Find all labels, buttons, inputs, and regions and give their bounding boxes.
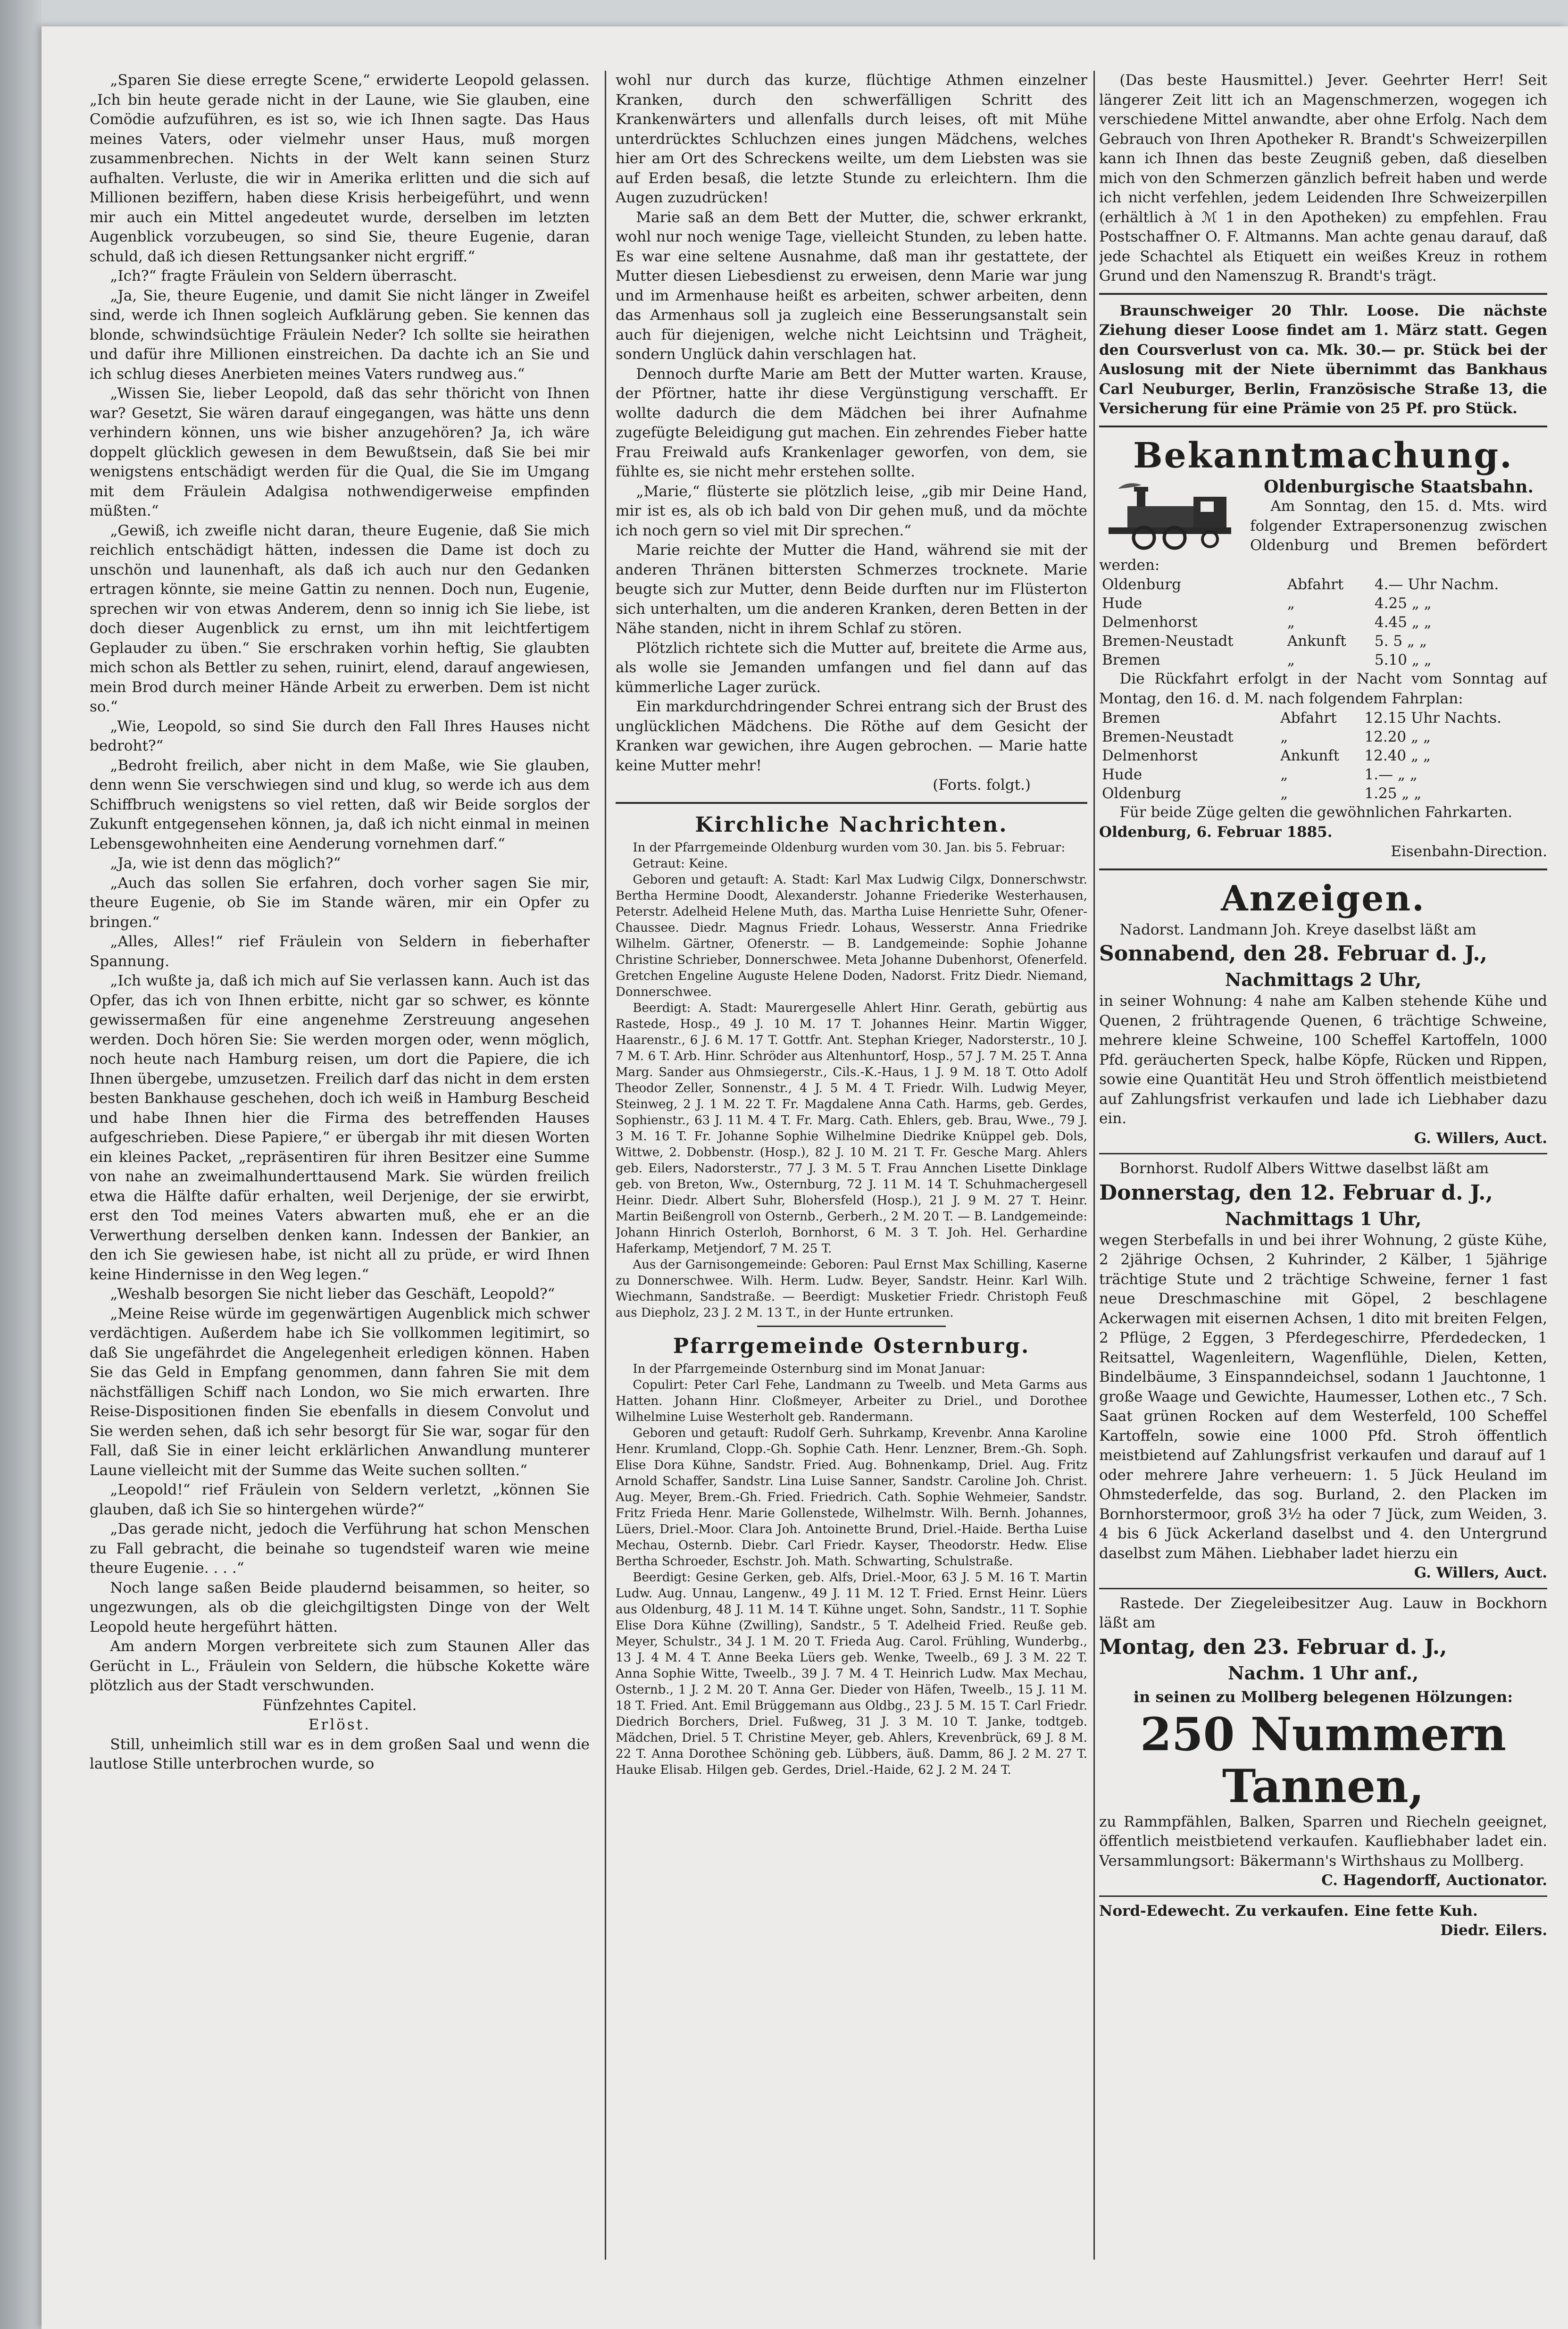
story-paragraph: Marie reichte der Mutter die Hand, während sie mit der anderen Thränen bittersten Schmerzes trocknete. Marie beugte sich zur Mutter, denn Beide durften nur im Flüsterton sich unterhalten, um die anderen Kranken, deren Betten in der Nähe standen, nicht in ihrem Schlaf zu stören. xyxy=(616,542,1087,637)
ad-signature: G. Willers, Auct. xyxy=(1414,1129,1547,1147)
church-entry: Copulirt: Peter Carl Fehe, Landmann zu Tweelb. und Meta Garms aus Hatten. Johann Hinr. Cloßmeyer, Arbeiter zu Driel., und Dorothee Wilhelmine Luise Westerholt geb. Randermann. xyxy=(616,1377,1087,1424)
timetable-row: Delmenhorst Ankunft 12.40 „ „ xyxy=(1102,747,1431,764)
ad-text: in seiner Wohnung: 4 nahe am Kalben stehende Kühe und Quenen, 2 frühtragende Quenen, 6 trächtige Schweine, mehrere kleine Schweine, 100 Scheffel Kartoffeln, 1000 Pfd. geräucherten Speck, halbe Köpfe, Rücken und Rippen, sowie eine Quantität Heu und Stroh öffentlich meistbietend auf Zahlungsfrist verkaufen und lade ich Liebhaber dazu ein. xyxy=(1099,993,1547,1127)
chapter-number: Fünfzehntes Capitel. xyxy=(262,1696,417,1714)
timetable-row: Bremen-Neustadt Ankunft 5. 5 „ „ xyxy=(1102,633,1427,650)
section-rule xyxy=(1099,868,1547,870)
church-entry: Aus der Garnisongemeinde: Geboren: Paul Ernst Max Schilling, Kaserne zu Donnerschwee. Wilh. Herm. Ludw. Beyer, Sandstr. Heinr. Karl Wilh. Wiechmann, Sandstraße. — Beerdigt: Musketier Friedr. Christoph Feuß aus Diepholz, 23 J. 2 M. 13 T., in der Hunte ertrunken. xyxy=(616,1257,1087,1320)
ad-text: zu Rammpfählen, Balken, Sparren und Riecheln geeignet, öffentlich meistbietend verkaufen. Kaufliebhaber ladet ein. Versammlungsort: Bäkermann's Wirthshaus zu Mollberg. xyxy=(1099,1813,1547,1870)
continued-note: (Forts. folgt.) xyxy=(933,776,1031,793)
heading-bekanntmachung: Bekanntmachung. xyxy=(1133,435,1513,476)
timetable-row: Bremen Abfahrt 12.15 Uhr Nachts. xyxy=(1102,710,1501,726)
section-rule xyxy=(1099,293,1547,295)
timetable-row: Oldenburg Abfahrt 4.— Uhr Nachm. xyxy=(1102,576,1499,593)
ad-intro: Nadorst. Landmann Joh. Kreye daselbst läßt am xyxy=(1119,921,1476,938)
section-heading-osternburg: Pfarrgemeinde Osternburg. xyxy=(673,1334,1030,1358)
timetable-row: Bremen „ 5.10 „ „ xyxy=(1102,651,1432,668)
story-paragraph: „Bedroht freilich, aber nicht in dem Maße, wie Sie glauben, denn wenn Sie verschwiegen sind und klug, so werde ich aus dem Schiffbruch wenigstens so viel retten, daß wir Beide sorglos der Zukunft entgegensehen können, ja, daß ich nicht einmal in meinen Lebensgewohnheiten eine Aenderung vornehmen darf.“ xyxy=(90,757,590,852)
ad-date: Donnerstag, den 12. Februar d. J., xyxy=(1099,1180,1493,1205)
ad-hausmittel: (Das beste Hausmittel.) Jever. Geehrter Herr! Seit längerer Zeit litt ich an Magenschmerzen, wogegen ich verschiedene Mittel anwandte, aber ohne Erfolg. Nach dem Gebrauch von Ihren Apotheker R. Brandt's Schweizerpillen kann ich Ihnen das beste Zeugniß geben, daß dieselben mich von den Schmerzen gänzlich befreit haben und werde ich nicht verfehlen, jedem Leidenden Ihre Schweizerpillen (erhältlich à ℳ 1 in den Apotheken) zu empfehlen. Frau Postschaffner O. F. Altmanns. Man achte genau darauf, daß jede Schachtel als Etiquett ein weißes Kreuz in rothem Grund und den Namenszug R. Brandt's trägt. xyxy=(1099,72,1547,284)
ad-signature: G. Willers, Auct. xyxy=(1414,1564,1547,1581)
section-intro: In der Pfarrgemeinde Osternburg sind im Monat Januar: xyxy=(633,1361,985,1376)
story-paragraph: „Marie,“ flüsterte sie plötzlich leise, „gib mir Deine Hand, mir ist es, als ob ich bald von Dir gehen muß, und da möchte ich noch gern so viel mit Dir sprechen.“ xyxy=(616,483,1087,539)
story-paragraph: „Leopold!“ rief Fräulein von Seldern verletzt, „können Sie glauben, daß ich Sie so hintergehen würde?“ xyxy=(90,1481,590,1518)
railway-intro: Am Sonntag, den 15. d. Mts. wird folgender Extrapersonenzug zwischen Oldenburg und Bremen befördert werden: xyxy=(1099,498,1547,574)
railway-title: Oldenburgische Staatsbahn. xyxy=(1264,476,1534,497)
church-entry: Geboren und getauft: Rudolf Gerh. Suhrkamp, Krevenbr. Anna Karoline Henr. Krumland, Clopp.-Gh. Sophie Cath. Henr. Lenzner, Brem.-Gh. Soph. Elise Dora Kühne, Sandstr. Fried. Aug. Bohnenkamp, Driel. Aug. Fritz Arnold Schaffer, Sandstr. Lina Luise Sanner, Sandstr. Caroline Joh. Christ. Aug. Meyer, Brem.-Gh. Fried. Friedrich. Cath. Sophie Wehmeier, Sandstr. Fritz Frieda Henr. Marie Gollenstede, Wilhelmstr. Wilh. Bernh. Johannes, Lüers, Driel.-Moor. Clara Joh. Antoinette Brund, Driel.-Haide. Bertha Luise Mechau, Osternb. Diebr. Carl Friedr. Kayser, Theodorstr. Hedw. Elise Bertha Schroeder, Eschstr. Joh. Math. Schwarting, Schulstraße. xyxy=(616,1426,1087,1569)
story-paragraph: „Das gerade nicht, jedoch die Verführung hat schon Menschen zu Fall gebracht, die beinahe so tugendsteif waren wie meine theure Eugenie. . . .“ xyxy=(90,1520,590,1577)
ad-time: Nachmittags 2 Uhr, xyxy=(1225,969,1422,990)
story-paragraph: „Auch das sollen Sie erfahren, doch vorher sagen Sie mir, theure Eugenie, ob Sie im Stande wären, mir ein Opfer zu bringen.“ xyxy=(90,874,590,931)
story-paragraph: Noch lange saßen Beide plaudernd beisammen, so heiter, so ungezwungen, als ob die gleichgiltigsten Dinge von der Welt Leopold heute hergeführt hätten. xyxy=(90,1579,590,1636)
section-intro: In der Pfarrgemeinde Oldenburg wurden vom 30. Jan. bis 5. Februar: xyxy=(633,840,1066,855)
ad-time: Nachmittags 1 Uhr, xyxy=(1225,1208,1422,1229)
heading-anzeigen: Anzeigen. xyxy=(1221,878,1426,919)
ad-time: Nachm. 1 Uhr anf., xyxy=(1227,1662,1419,1684)
ad-date: Sonnabend, den 28. Februar d. J., xyxy=(1099,942,1487,966)
ad-loose: Braunschweiger 20 Thlr. Loose. Die nächste Ziehung dieser Loose findet am 1. März statt. Gegen den Coursverlust von ca. Mk. 30.— pr. Stück bei der Auslosung mit der Niete übernimmt das Bankhaus Carl Neuburger, Berlin, Französische Straße 13, die Versicherung für eine Prämie von 25 Pf. pro Stück. xyxy=(1099,302,1547,417)
railway-note: Für beide Züge gelten die gewöhnlichen Fahrkarten. xyxy=(1119,804,1512,821)
church-entry: Geboren und getauft: A. Stadt: Karl Max Ludwig Cilgx, Donnerschwstr. Bertha Hermine Doodt, Alexanderstr. Johanne Friederike Westerhausen, Peterstr. Adelheid Helene Muth, das. Martha Luise Henriette Suhr, Ofener-Chaussee. Diedr. Magnus Friedr. Lohaus, Wesserstr. Anna Friedrike Wilhelm. Gärtner, Ofenerstr. — B. Landgemeinde: Sophie Johanne Christine Schrieber, Donnerschwee. Meta Johanne Dubenhorst, Ofenerfeld. Gretchen Engeline Auguste Helene Doden, Nadorst. Fritz Diedr. Niemand, Donnerschwee. xyxy=(616,872,1087,999)
timetable-row: Delmenhorst „ 4.45 „ „ xyxy=(1102,614,1432,631)
ad-headline: 250 Nummern Tannen, xyxy=(1140,1707,1506,1813)
timetable-return xyxy=(1099,709,1547,803)
timetable-row: Hude „ 1.— „ „ xyxy=(1102,766,1418,783)
timetable-row: Bremen-Neustadt „ 12.20 „ „ xyxy=(1102,728,1431,745)
column-rule-2 xyxy=(1093,71,1095,2260)
church-entry: Beerdigt: A. Stadt: Maurergeselle Ahlert Hinr. Gerath, gebürtig aus Rastede, Hosp., 49 J. 10 M. 17 T. Johannes Heinr. Martin Wigger, Haarenstr., 6 J. 6 M. 17 T. Gottfr. Ant. Stephan Krieger, Nadorsterstr., 10 J. 7 M. 6 T. Arb. Hinr. Schröder aus Altenhuntorf, Hosp., 57 J. 7 M. 25 T. Anna Marg. Sander aus Ohmsiegerstr., Cils.-K.-Haus, 1 J. 9 M. 18 T. Otto Adolf Theodor Zeller, Sonnenstr., 4 J. 5 M. 4 T. Friedr. Wilh. Ludwig Meyer, Steinweg, 2 J. 1 M. 22 T. Fr. Magdalene Anna Cath. Harms, geb. Gerdes, Sophienstr., 63 J. 11 M. 4 T. Fr. Marg. Cath. Ehlers, geb. Brau, Wwe., 79 J. 3 M. 16 T. Fr. Johanne Sophie Wilhelmine Diedrike Knüppel geb. Dols, Wittwe, 2. Dobbenstr. (Hosp.), 82 J. 10 M. 21 T. Fr. Gesche Marg. Ahlers geb. Eilers, Nadorsterstr., 77 J. 3 M. 5 T. Frau Annchen Lisette Dinklage geb. von Breton, Ww., Osternburg, 72 J. 11 M. 14 T. Schuhmachergesell Heinr. Diedr. Albert Suhr, Blohersfeld (Hosp.), 21 J. 9 M. 27 T. Heinr. Martin Beißengroll von Osternb., Gerberh., 2 M. 20 T. — B. Landgemeinde: Johann Hinrich Osterloh, Bornhorst, 6 M. 3 T. Joh. Hel. Gerhardine Haferkamp, Metjendorf, 7 M. 25 T. xyxy=(616,1001,1087,1256)
story-paragraph: „Weshalb besorgen Sie nicht lieber das Geschäft, Leopold?“ xyxy=(110,1286,555,1302)
ad-intro: Rastede. Der Ziegeleibesitzer Aug. Lauw in Bockhorn läßt am xyxy=(1099,1594,1547,1631)
church-entry: Beerdigt: Gesine Gerken, geb. Alfs, Driel.-Moor, 63 J. 5 M. 16 T. Martin Ludw. Aug. Unnau, Langenw., 49 J. 11 M. 12 T. Fried. Ernst Heinr. Lüers aus Oldenburg, 48 J. 11 M. 14 T. Kühne unget. Sohn, Sandstr., 11 T. Sophie Elise Dora Kühne (Zwilling), Sandstr., 5 T. Adelheid Fried. Reuße geb. Meyer, Schulstr., 34 J. 1 M. 20 T. Frieda Aug. Carol. Frühling, Wunderbg., 13 J. 4 M. 4 T. Anne Beeka Lüers geb. Wenke, Tweelb., 69 J. 3 M. 22 T. Anna Sophie Witte, Tweelb., 39 J. 7 M. 4 T. Heinrich Ludw. Max Mechau, Osternb., 1 J. 2 M. 20 T. Anna Ger. Dieder von Häfen, Tweelb., 15 J. 11 M. 18 T. Fried. Ant. Emil Brüggemann aus Oldbg., 23 J. 5 M. 15 T. Carl Friedr. Diedrich Borchers, Driel. Fußweg, 31 J. 3 M. 10 T. Janke, todtgeb. Mädchen, Driel. 5 T. Christine Meyer, geb. Ahlers, Krevenbrück, 69 J. 8 M. 22 T. Anna Dorothee Schöning geb. Lübbers, äuß. Damm, 86 J. 2 M. 27 T. Hauke Elisab. Hilgen geb. Gerdes, Driel.-Haide, 62 J. 2 M. 24 T. xyxy=(616,1570,1087,1777)
ad-rule xyxy=(1099,1895,1547,1897)
story-paragraph: Ein markdurchdringender Schrei entrang sich der Brust des unglücklichen Mädchens. Die Röthe auf dem Gesicht der Kranken war gewichen, ihre Augen gebrochen. — Marie hatte keine Mutter mehr! xyxy=(616,698,1087,774)
story-paragraph: „Wie, Leopold, so sind Sie durch den Fall Ihres Hauses nicht bedroht?“ xyxy=(90,718,590,754)
story-paragraph: Am andern Morgen verbreitete sich zum Staunen Aller das Gerücht in L., Fräulein von Seldern, die hübsche Kokette wäre plötzlich aus der Stadt verschwunden. xyxy=(90,1638,590,1694)
story-paragraph: „Meine Reise würde im gegenwärtigen Augenblick mich schwer verdächtigen. Außerdem habe ich Sie vollkommen legitimirt, so daß Sie ungefährdet die Angelegenheit erledigen können. Haben Sie das Geld in Empfang genommen, dann fahren Sie mit dem nächstfälligen Schiff nach London, wo Sie mich erwarten. Ihre Reise-Dispositionen finden Sie ebenfalls in diesem Convolut und Sie werden sehen, daß ich sehr besorgt für Sie war, sogar für den Fall, daß Sie in einer leicht erklärlichen Anwandlung munterer Laune vielleicht mit der Summe das Weite suchen sollten.“ xyxy=(90,1305,590,1479)
column-church-news xyxy=(616,71,1087,2269)
ad-text: wegen Sterbefalls in und bei ihrer Wohnung, 2 güste Kühe, 2 2jährige Ochsen, 2 Kuhrinder, 2 Kälber, 1 5jährige trächtige Stute und 2 trächtige Schweine, ferner 1 fast neue Dreschmaschine mit Göpel, 2 beschlagene Ackerwagen mit eisernen Achsen, 1 dito mit breiten Felgen, 2 Pflüge, 2 Eggen, 3 Pferdegeschirre, Pferdedecken, 1 Reitsattel, Wagenleitern, Wagenflühle, Dielen, Ketten, Bindelbäume, 3 Einspanndeichsel, sodann 1 Jauchtonne, 1 große Waage und Gewichte, Haumesser, Lothen etc., 7 Sch. Saat grünen Rocken auf dem Westerfeld, 100 Scheffel Kartoffeln, sowie eine 1000 Pfd. Stroh öffentlich meistbietend auf Zahlungsfrist verkaufen und darauf auf 1 oder mehrere Jahre verheuern: 1. 5 Jück Heuland im Ohmstederfelde, das sog. Burland, 2. den Placken im Bornhorstermoor, groß 3½ ha oder 7 Jück, zum Weiden, 3. 4 bis 6 Jück Ackerland daselbst und 4. den Untergrund daselbst zum Mähen. Liebhaber ladet hierzu ein xyxy=(1099,1231,1547,1562)
story-paragraph: wohl nur durch das kurze, flüchtige Athmen einzelner Kranken, durch den schwerfälligen Schritt des Krankenwärters und allenfalls durch leises, oft mit Mühe unterdrücktes Schluchzen eines jungen Mädchens, welches hier am Ort des Schreckens weilte, um dem Liebsten was sie auf Erden besaß, die letzte Stunde zu erleichtern. Ihm die Augen zuzudrücken! xyxy=(616,72,1087,206)
ad-rule xyxy=(1099,1588,1547,1589)
story-paragraph: „Ja, Sie, theure Eugenie, und damit Sie nicht länger in Zweifel sind, werde ich Ihnen sogleich Aufklärung geben. Sie kennen das blonde, schwindsüchtige Fräulein Neder? Ich sollte sie heirathen und dafür ihre Millionen einstreichen. Da dachte ich an Sie und ich schlug dieses Anerbieten meines Vaters rundweg aus.“ xyxy=(90,287,590,383)
locomotive-icon xyxy=(1099,480,1241,551)
column-rule-1 xyxy=(605,71,606,2260)
railway-signature: Eisenbahn-Direction. xyxy=(1391,843,1547,860)
section-rule xyxy=(1099,426,1547,427)
story-paragraph: „Alles, Alles!“ rief Fräulein von Seldern in fieberhafter Spannung. xyxy=(90,933,590,970)
ad-signature: Diedr. Eilers. xyxy=(1440,1922,1547,1939)
story-paragraph: „Gewiß, ich zweifle nicht daran, theure Eugenie, daß Sie mich reichlich entschädigt hätten, indessen die Dame ist doch zu unschön und launenhaft, als daß ich auch nur den Gedanken ertragen könnte, sie meine Gattin zu nennen. Doch nun, Eugenie, sprechen wir von etwas Anderem, denn so innig ich Sie liebe, ist doch dieser Augenblick zu ernst, um ihn mit leichtfertigem Geplauder zu üben.“ Sie erschraken vorhin heftig, Sie glaubten mich schon als Bettler zu sehen, ruinirt, elend, darauf angewiesen, mein Brod durch meiner Hände Arbeit zu erwerben. Dem ist nicht so.“ xyxy=(90,522,590,715)
column-serial-story xyxy=(90,71,590,2269)
ad-date: Montag, den 23. Februar d. J., xyxy=(1099,1635,1447,1659)
story-paragraph: Plötzlich richtete sich die Mutter auf, breitete die Arme aus, als wolle sie Jemanden umfangen und fiel dann auf das kümmerliche Lager zurück. xyxy=(616,639,1087,696)
story-paragraph: Dennoch durfte Marie am Bett der Mutter warten. Krause, der Pförtner, hatte ihr diese Vergünstigung verschafft. Er wollte dadurch die dem Mädchen bei ihrer Aufnahme zugefügte Beleidigung gut machen. Ein zehrendes Fieber hatte Frau Freiwald aufs Krankenlager geworfen, von dem, sie fühlte es, sie nicht mehr erstehen sollte. xyxy=(616,365,1087,480)
ad-small: Nord-Edewecht. Zu verkaufen. Eine fette Kuh. xyxy=(1099,1902,1478,1920)
story-paragraph: „Ja, wie ist denn das möglich?“ xyxy=(110,855,341,872)
story-paragraph: „Ich wußte ja, daß ich mich auf Sie verlassen kann. Auch ist das Opfer, das ich von Ihnen erbitte, nicht gar so schwer, es könnte gewissermaßen für eine angenehme Zerstreuung angesehen werden. Doch hören Sie: Sie werden morgen oder, wenn möglich, noch heute nach Hamburg reisen, um dort die Papiere, die ich Ihnen übergebe, umzusetzen. Freilich darf das nicht in dem ersten besten Bankhause geschehen, doch ich weiß in Hamburg Bescheid und habe Ihnen hier die Firma des betreffenden Hauses aufgeschrieben. Diese Papiere,“ er übergab ihr mit diesen Worten ein kleines Packet, „repräsentiren für ihren Besitzer eine Summe von nahe an zweimalhunderttausend Mark. Sie würden freilich etwa die Hälfte dafür erhalten, weil Derjenige, der sie erwirbt, erst den Tod meines Vaters abwarten muß, ehe er an die Verwerthung derselben denken kann. Indessen der Bankier, an den ich Sie gewiesen habe, ist nicht all zu prüde, er wird Ihnen keine Hindernisse in den Weg legen.“ xyxy=(90,972,590,1283)
ad-place: in seinen zu Mollberg belegenen Hölzungen: xyxy=(1133,1687,1513,1706)
story-paragraph: „Ich?“ fragte Fräulein von Seldern überrascht. xyxy=(110,267,458,284)
story-paragraph: „Sparen Sie diese erregte Scene,“ erwiderte Leopold gelassen. „Ich bin heute gerade nicht in der Laune, wie Sie glauben, eine Comödie aufzuführen, es ist so, wie ich Ihnen sagte. Das Haus meines Vaters, oder vielmehr unser Haus, muß morgen zusammenbrechen. Nichts in der Welt kann seinen Sturz aufhalten. Verluste, die wir in Amerika erlitten und die sich auf Millionen beziffern, haben diese Krisis herbeigeführt, und wenn mir auch ein Mittel angedeutet wurde, derselben im letzten Augenblick vorzubeugen, so sind Sie, theure Eugenie, daran schuld, daß ich diesen Rettungsanker nicht ergriff.“ xyxy=(90,72,590,265)
section-heading-kirchliche: Kirchliche Nachrichten. xyxy=(695,812,1008,837)
church-entry: Getraut: Keine. xyxy=(633,856,728,871)
story-paragraph: „Wissen Sie, lieber Leopold, daß das sehr thöricht von Ihnen war? Gesetzt, Sie wären darauf eingegangen, was hätte uns denn verhindern können, uns wie bisher anzugehören? Ja, ich wäre doppelt glücklich gewesen in dem Bewußtsein, daß Sie bei mir wenigstens entschädigt werden für die Qual, die Sie im Umgang mit dem Fräulein Adalgisa nothwendigerweise empfinden müßten.“ xyxy=(90,385,590,519)
timetable-row: Oldenburg „ 1.25 „ „ xyxy=(1102,785,1422,802)
railway-date: Oldenburg, 6. Februar 1885. xyxy=(1099,823,1333,841)
ad-signature: C. Hagendorff, Auctionator. xyxy=(1321,1872,1547,1889)
chapter-title: Erlöst. xyxy=(308,1716,371,1733)
column-advertisements xyxy=(1099,71,1547,2269)
timetable-row: Hude „ 4.25 „ „ xyxy=(1102,595,1432,612)
scan-edge xyxy=(0,0,42,2329)
story-paragraph: Still, unheimlich still war es in dem großen Saal und wenn die lautlose Stille unterbrochen wurde, so xyxy=(90,1736,590,1772)
ad-rule xyxy=(1099,1153,1547,1154)
story-paragraph: Marie saß an dem Bett der Mutter, die, schwer erkrankt, wohl nur noch wenige Tage, vielleicht Stunden, zu leben hatte. Es war eine seltene Ausnahme, daß man ihr gestattete, der Mutter diesen Liebesdienst zu erweisen, denn Marie war jung und im Armenhause heißt es arbeiten, schwer arbeiten, denn das Armenhaus soll ja zugleich eine Besserungsanstalt sein auch für diejenigen, welche nicht Leichtsinn und Trägheit, sondern Unglück dahin verschlagen hat. xyxy=(616,209,1087,363)
timetable-outbound xyxy=(1099,575,1547,669)
ad-intro: Bornhorst. Rudolf Albers Wittwe daselbst läßt am xyxy=(1119,1160,1489,1177)
short-rule xyxy=(757,1326,946,1327)
railway-return: Die Rückfahrt erfolgt in der Nacht vom Sonntag auf Montag, den 16. d. M. nach folgendem Fahrplan: xyxy=(1099,670,1547,707)
section-rule xyxy=(616,802,1087,804)
